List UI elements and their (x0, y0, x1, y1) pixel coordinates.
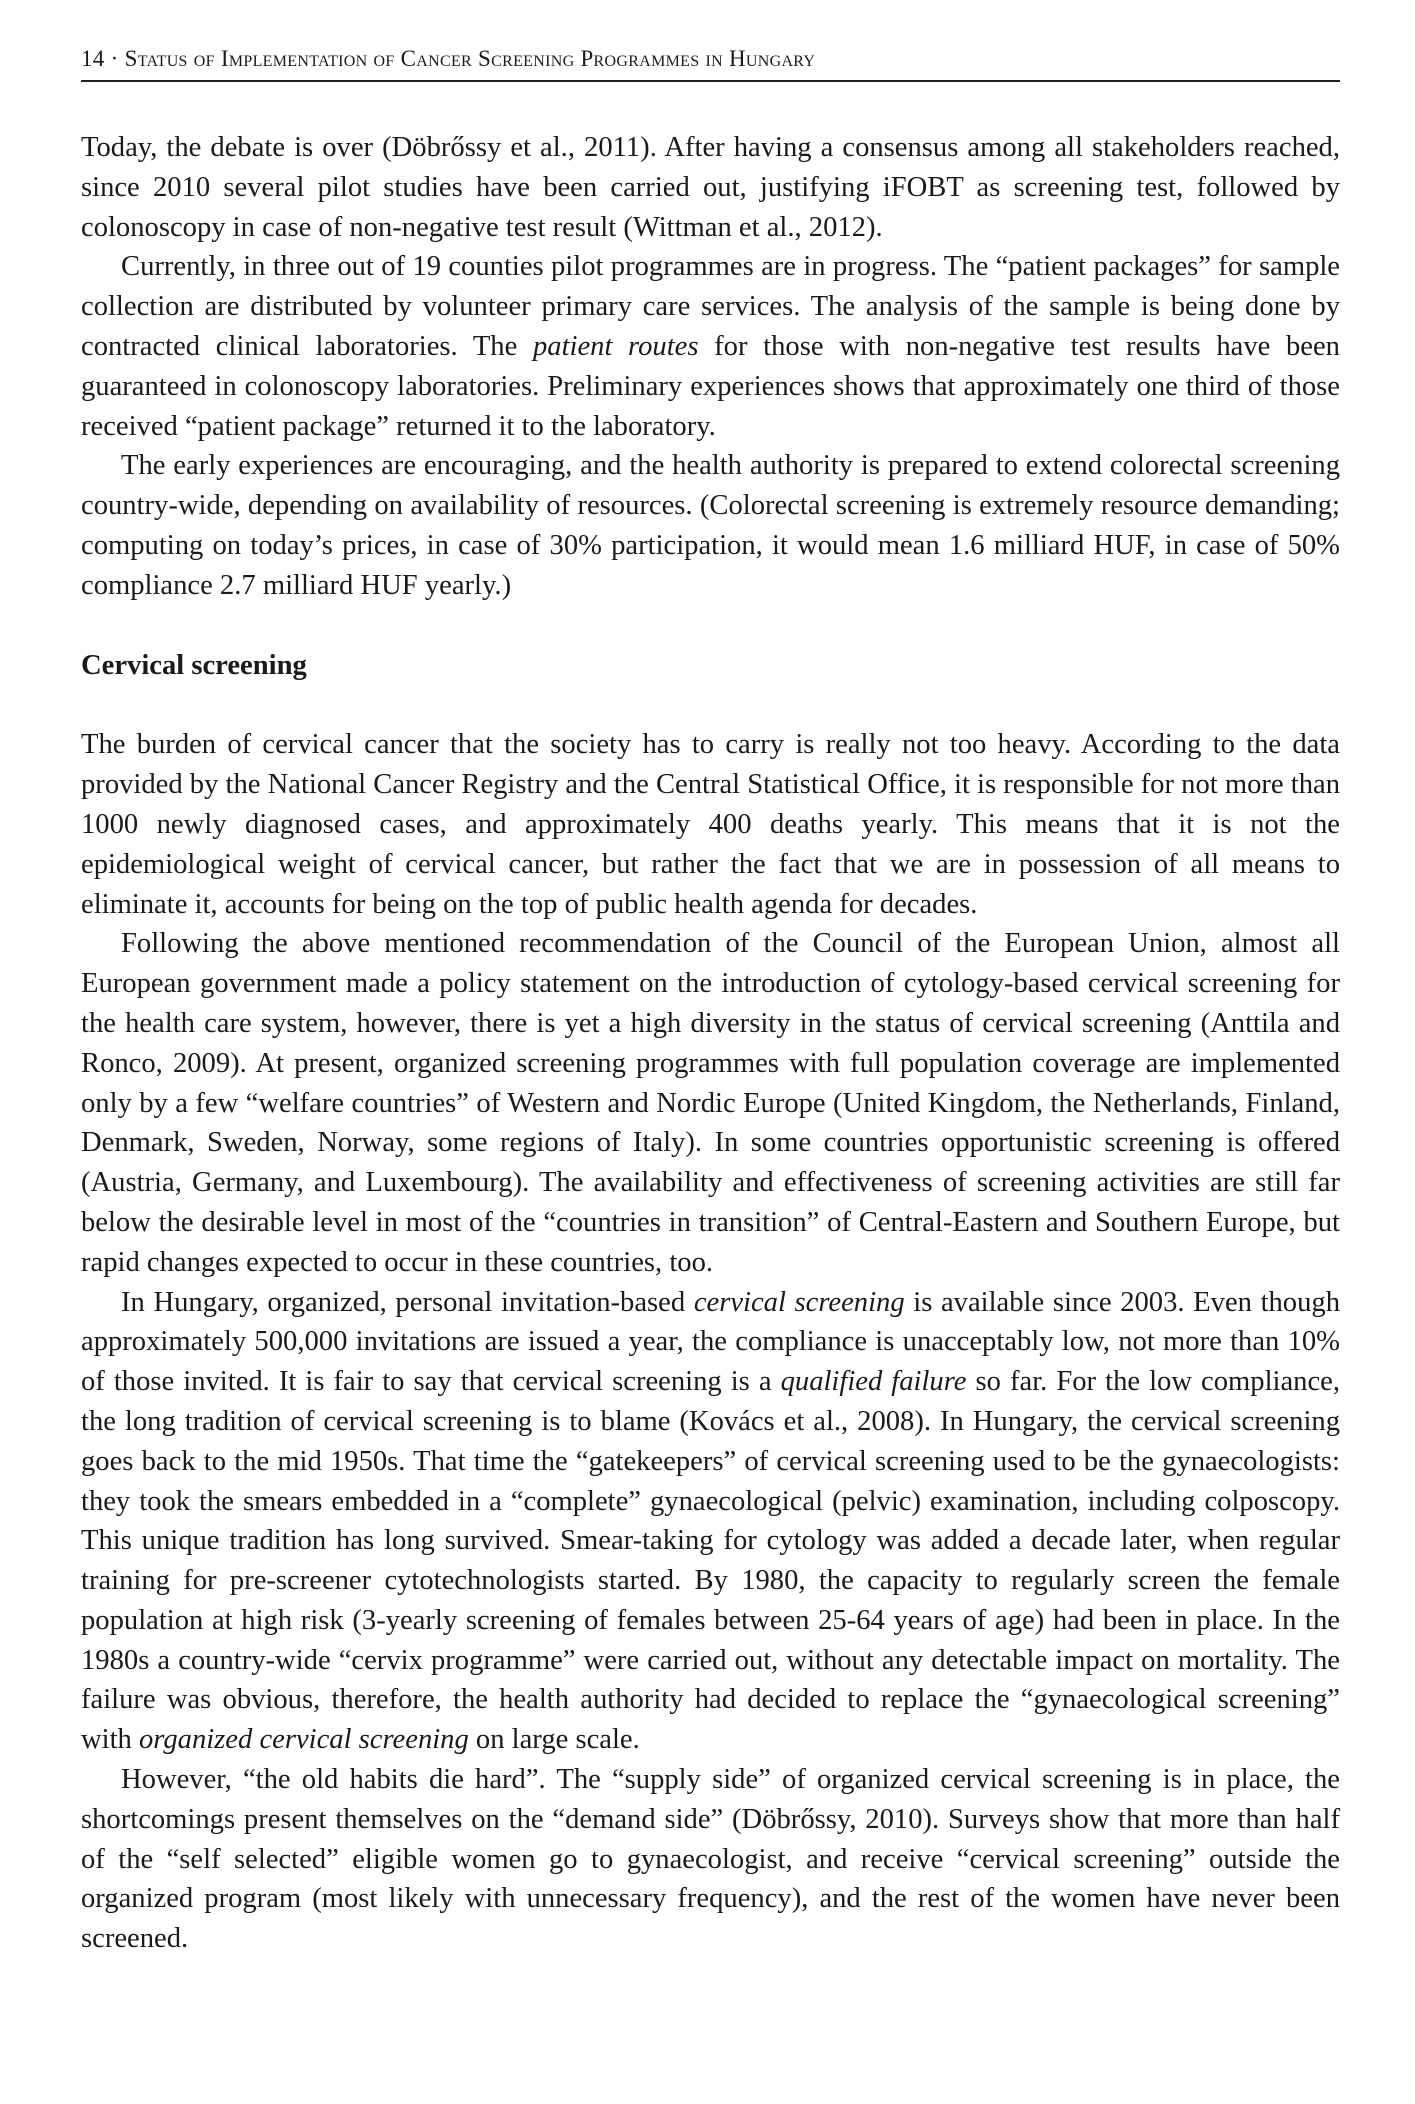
paragraph-2-text-a: Currently, in three out of 19 counties pilot programmes are in progress. The “patient packages” for sample collection are distributed by volunteer primary care services. The analysis of the sample is being done by contracted clinical laboratories. The (81, 251, 1340, 362)
paragraph-6-emphasis-3: organized cervical screening (138, 1724, 469, 1756)
running-header: 14 · Status of Implementation of Cancer Screening Programmes in Hungary (81, 44, 1340, 82)
paragraph-2-text-c: for those with non-negative test results have been guaranteed in colonoscopy laboratories. Preliminary experiences shows that approximately one third of those received “patient package” returned it to the laboratory. (81, 330, 1340, 442)
paragraph-1: Today, the debate is over (Döbrőssy et al., 2011). After having a consensus among all stakeholders reached, since 2010 several pilot studies have been carried out, justifying iFOBT as screening test, followed by colonoscopy in case of non-negative test result (Wittman et al., 2012). (81, 132, 1340, 243)
paragraph-6-text-e: so far. For the low compliance, the long tradition of cervical screening is to blame (Kovács et al., 2008). In Hungary, the cervical screening goes back to the mid 1950s. That time the “gatekeepers” of cervical screening used to be the gynaecologists: they took the smears embedded in a “complete” gynaecological (pelvic) examination, including colposcopy. This unique tradition has long survived. Smear-taking for cytology was added a decade later, when regular training for pre-screener cytotechnologists started. By 1980, the capacity to regularly screen the female population at high risk (3-yearly screening of females between 25-64 years of age) had been in place. In the 1980s a country-wide “cervix programme” were carried out, without any detectable impact on mortality. The failure was obvious, therefore, the health authority had decided to replace the “gynaecological screening” with (81, 1366, 1340, 1756)
paragraph-2 (81, 247, 1340, 446)
paragraph-6-text-c: is available since 2003. Even though approximately 500,000 invitations are issued a year, the compliance is unacceptably low, not more than 10% of those invited. It is fair to say that cervical screening is a (81, 1286, 1340, 1398)
paragraph-6-emphasis-2: qualified failure (780, 1366, 967, 1398)
body-text (81, 128, 1340, 1959)
paragraph-4: The burden of cervical cancer that the society has to carry is really not too heavy. According to the data provided by the National Cancer Registry and the Central Statistical Office, it is responsible for not more than 1000 newly diagnosed cases, and approximately 400 deaths yearly. This means that it is not the epidemiological weight of cervical cancer, but rather the fact that we are in possession of all means to eliminate it, accounts for being on the top of public health agenda for decades. (81, 729, 1340, 920)
paragraph-6 (81, 1283, 1340, 1761)
paragraph-6-emphasis-1: cervical screening (693, 1286, 905, 1318)
paragraph-2-emphasis: patient routes (532, 330, 699, 362)
paragraph-6-text-a: In Hungary, organized, personal invitation-based (121, 1286, 694, 1318)
paragraph-3: The early experiences are encouraging, and the health authority is prepared to extend colorectal screening country-wide, depending on availability of resources. (Colorectal screening is extremely resource demanding; computing on today’s prices, in case of 30% participation, it would mean 1.6 milliard HUF, in case of 50% compliance 2.7 milliard HUF yearly.) (81, 450, 1340, 601)
paragraph-7: However, “the old habits die hard”. The “supply side” of organized cervical screening is in place, the shortcomings present themselves on the “demand side” (Döbrőssy, 2010). Surveys show that more than half of the “self selected” eligible women go to gynaecologist, and receive “cervical screening” outside the organized program (most likely with unnecessary frequency), and the rest of the women have never been screened. (81, 1764, 1340, 1955)
paragraph-6-text-g: on large scale. (468, 1724, 640, 1756)
paragraph-5: Following the above mentioned recommendation of the Council of the European Union, almost all European government made a policy statement on the introduction of cytology-based cervical screening for the health care system, however, there is yet a high diversity in the status of cervical screening (Anttila and Ronco, 2009). At present, organized screening programmes with full population coverage are implemented only by a few “welfare countries” of Western and Nordic Europe (United Kingdom, the Netherlands, Finland, Denmark, Sweden, Norway, some regions of Italy). In some countries opportunistic screening is offered (Austria, Germany, and Luxembourg). The availability and effectiveness of screening activities are still far below the desirable level in most of the “countries in transition” of Central-Eastern and Southern Europe, but rapid changes expected to occur in these countries, too. (81, 928, 1340, 1278)
section-heading: Cervical screening (81, 649, 307, 681)
